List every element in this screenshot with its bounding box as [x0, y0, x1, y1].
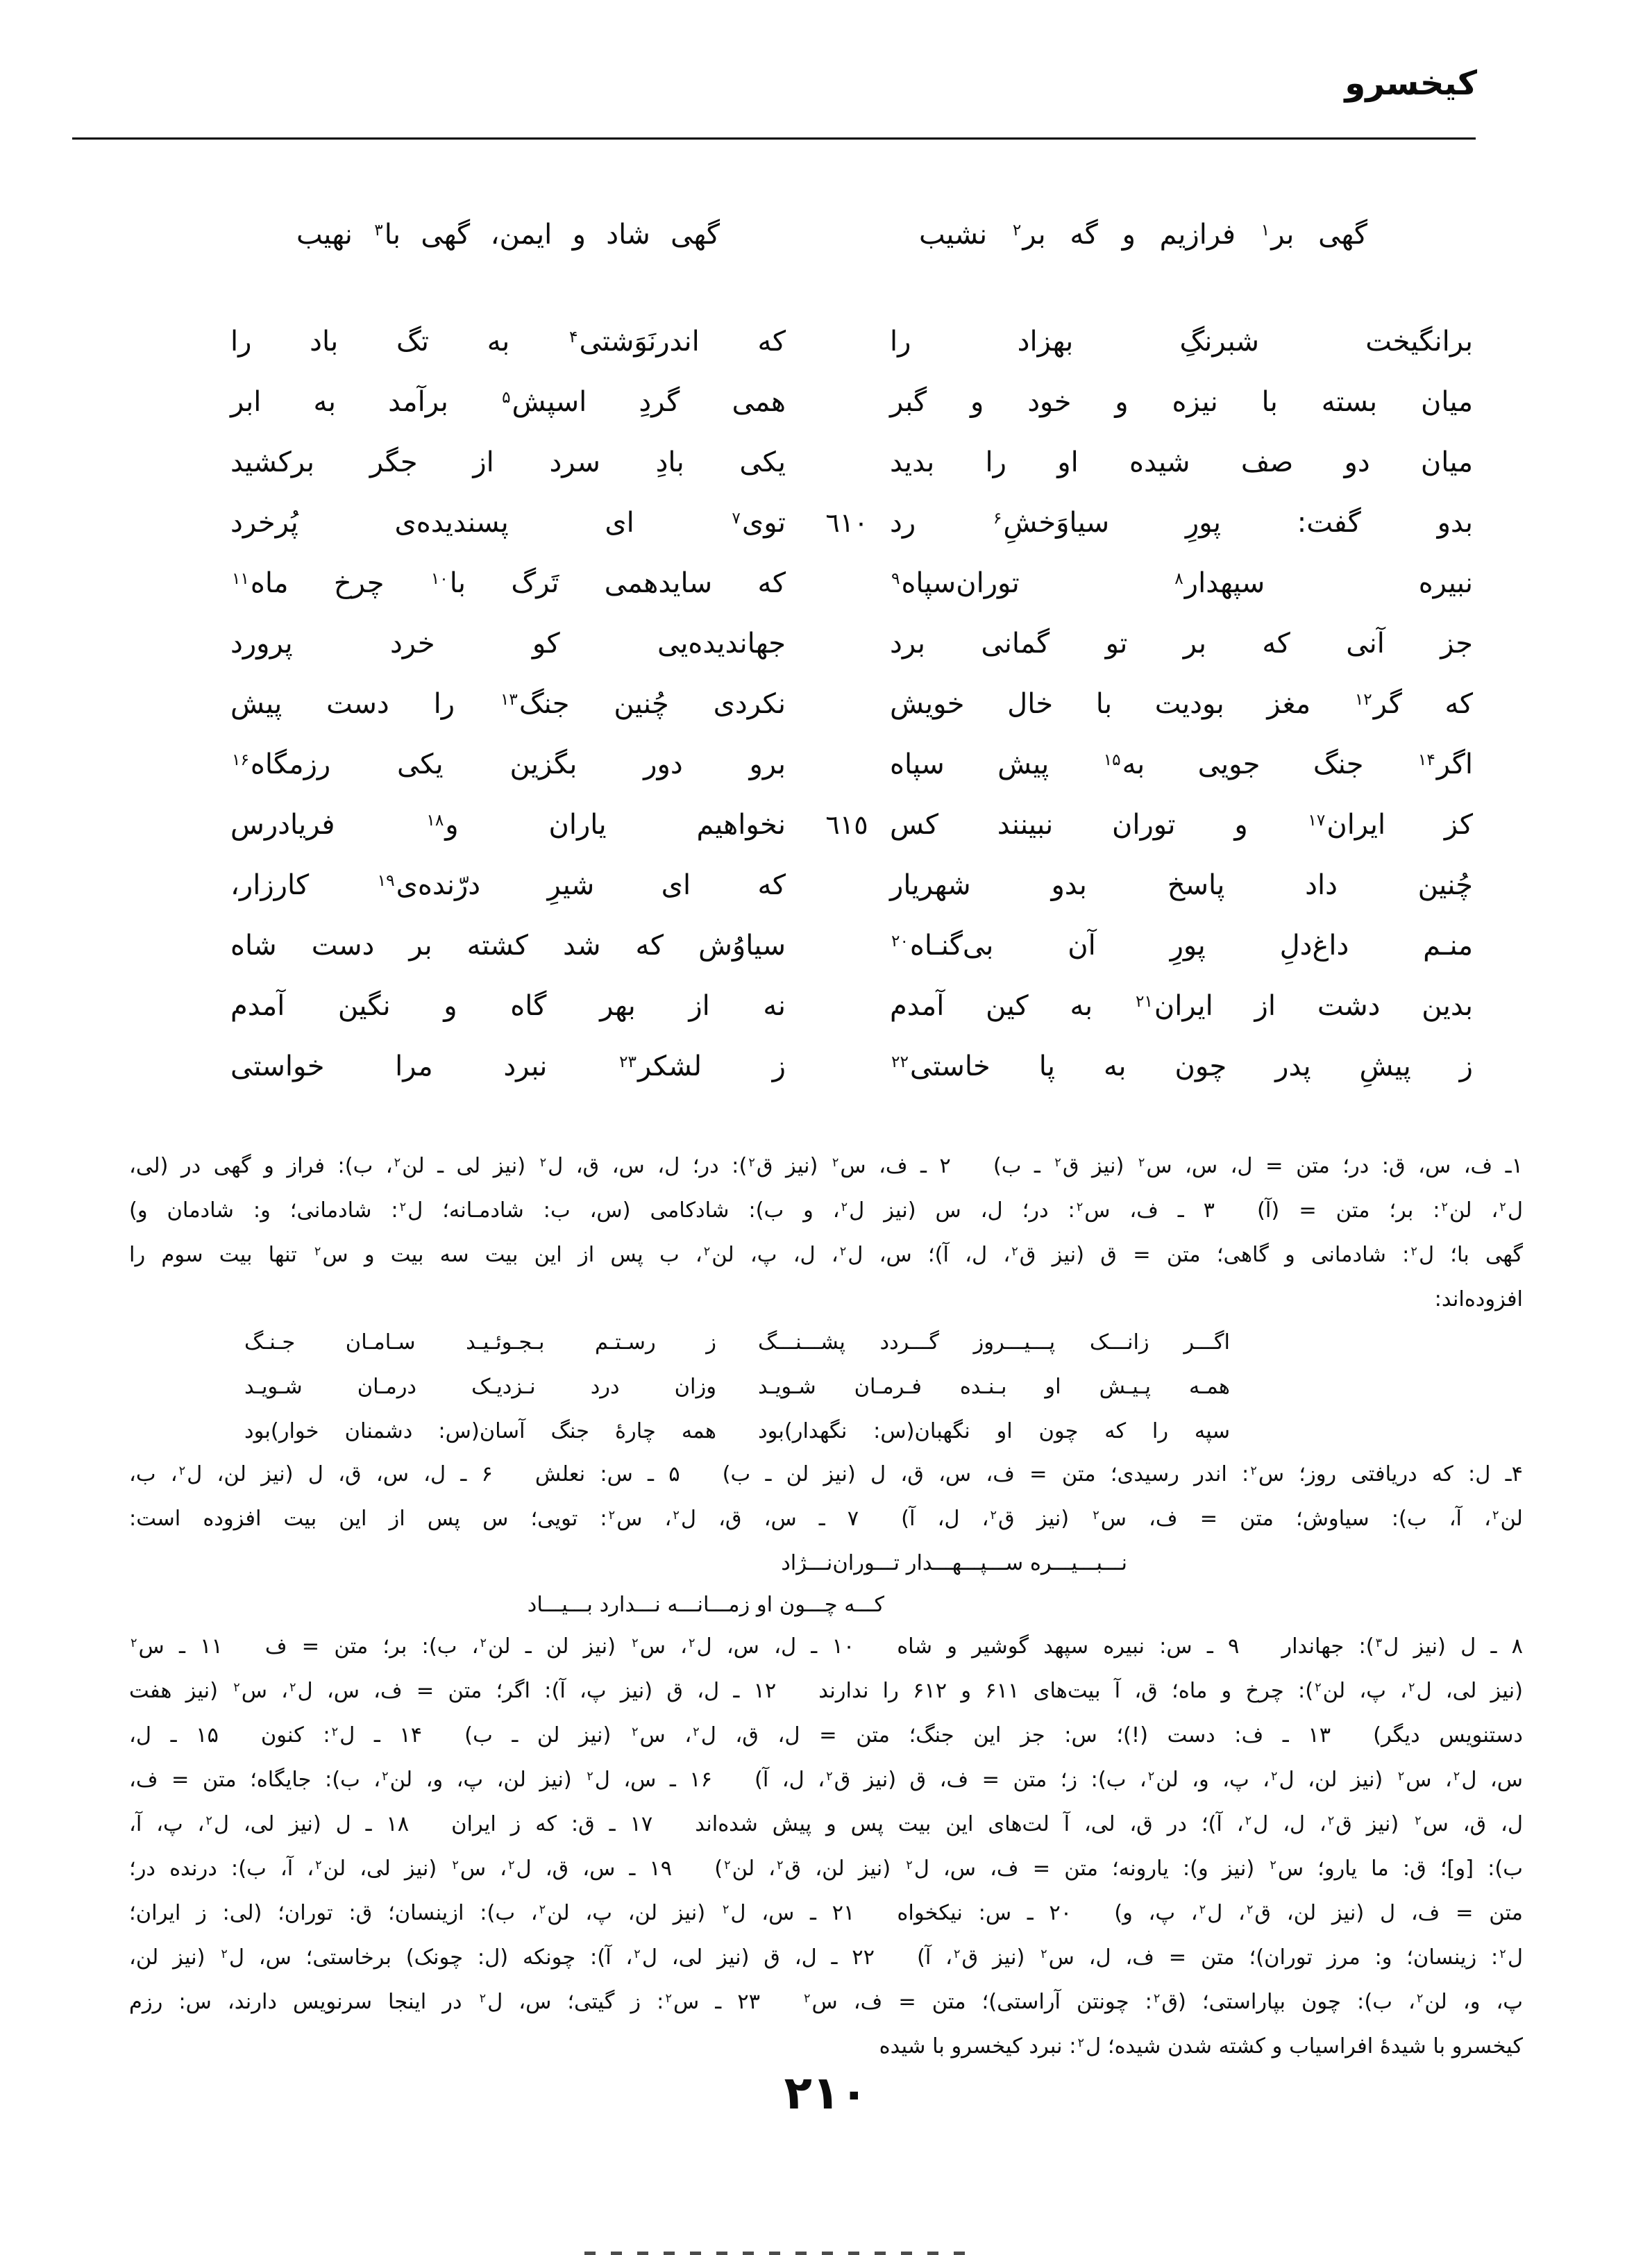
- footnote-marker: ۲: [1408, 1681, 1415, 1695]
- footnote-marker: ۲: [631, 1725, 639, 1740]
- verse-row: [230, 915, 1473, 975]
- footnote-marker: ۲: [1327, 1814, 1335, 1829]
- footnote-marker: ۲: [1012, 221, 1022, 240]
- page-number: ۲۱۰: [784, 2066, 868, 2120]
- apparatus-inserted-hemistich: کـــه چـــون او زمـــانـــه نـــدارد بـــیـــاد: [527, 1593, 884, 1617]
- footnote-marker: ۲: [1315, 1681, 1322, 1695]
- footnote-marker: ۲: [382, 1770, 389, 1784]
- apparatus-couplet: [244, 1365, 1230, 1409]
- apparatus-hemistich-left: ز رسـتـم بـجـوئـیـد سـامـان جـنـگ: [244, 1330, 716, 1355]
- footnote-marker: ۲۲: [891, 1052, 909, 1071]
- running-header-title: کیخسرو: [1345, 64, 1477, 103]
- verse-row: [230, 432, 1473, 492]
- footnote-marker: ۲: [205, 1814, 212, 1829]
- hemistich-right: نبیره سپهدار$^۸$ توران‌سپاه$^۹$: [891, 567, 1474, 599]
- footnote-marker: ۲: [1453, 1770, 1460, 1784]
- footnote-marker: ۲: [688, 1636, 696, 1651]
- apparatus-line: افزوده‌اند:: [1434, 1287, 1523, 1311]
- apparatus-line: لن$^۲$، آ، ب): سیاوش؛ متن = ف، س$^۲$ (نیز ق$^۲$، ل، آ) ۷ ـ س، ق، ل$^۲$، س$^۲$: تویی؛ س پس از این بیت افزوده است:: [129, 1507, 1523, 1531]
- hemistich-left: یکی بادِ سرد از جگر برکشید: [230, 446, 786, 478]
- footnote-marker: ۸: [1174, 569, 1183, 588]
- apparatus-hemistich-left: وزان درد نـزدیـک درمـان شـویـد: [244, 1375, 716, 1399]
- apparatus-line: کیخسرو با شیدهٔ افراسیاب و کشته شدن شیده؛ ل$^۲$: نبرد کیخسرو با شیده: [879, 2034, 1523, 2059]
- footnote-marker: ۲: [673, 1509, 680, 1523]
- footnote-marker: ۲: [1397, 1770, 1405, 1784]
- hemistich-left: جهاندیده‌یی کو خرد پرورد: [230, 627, 786, 660]
- apparatus-line: ل$^۲$: زینسان؛ و: مرز توران)؛ متن = ف، ل، س$^۲$ (نیز ق$^۲$، آ) ۲۲ ـ ل، ق (نیز لی، ل$^۲$، آ): چونکه (ل: چونک) برخاستی؛ س، ل$^۲$ (نیز لن،: [129, 1945, 1523, 1970]
- footnote-marker: ۵: [502, 387, 511, 407]
- footnote-marker: ۲۳: [619, 1052, 637, 1071]
- apparatus-couplet: [244, 1409, 1230, 1454]
- footnote-marker: ۲: [221, 1947, 228, 1962]
- footnote-marker: ۲: [1040, 1947, 1047, 1962]
- footnote-marker: ۲: [703, 1245, 711, 1259]
- footnote-marker: ۲: [507, 1859, 515, 1873]
- scan-edge-artifact: [584, 2252, 977, 2255]
- footnote-marker: ۲: [1441, 1200, 1449, 1215]
- hemistich-right: میان بسته با نیزه و خود و گبر: [890, 385, 1473, 418]
- apparatus-line: دستنویس دیگر) ۱۳ ـ ف: دست (!)؛ س: جز این جنگ؛ متن = ل، ق، ل$^۲$، س$^۲$ (نیز لن ـ ب) ۱۴ ـ ل$^۲$: کنون ۱۵ ـ ل،: [129, 1723, 1523, 1747]
- footnote-marker: ۲: [1093, 1509, 1099, 1523]
- footnote-marker: ۲: [777, 1859, 784, 1873]
- footnote-marker: ۲: [832, 1156, 839, 1171]
- header-rule: [72, 137, 1476, 140]
- hemistich-left: که اندرنَوَشتی$^۴$ به تگ باد را: [230, 325, 786, 358]
- footnote-marker: ۲: [479, 1992, 487, 2006]
- footnote-marker: ۱۲: [1354, 689, 1372, 709]
- verse-row: [230, 553, 1473, 613]
- footnote-marker: ۲: [480, 1636, 487, 1651]
- footnote-marker: ۱۹: [377, 871, 395, 890]
- footnote-marker: ۲: [1153, 1992, 1161, 2006]
- apparatus-line: ب): [و]؛ ق: ما یارو؛ س$^۲$ (نیز و): یارونه؛ متن = ف، س، ل$^۲$ (نیز لن، ق$^۲$، لن$^۲$) ۱۹ ـ س، ق، ل$^۲$، س$^۲$ (نیز لی، لن$^۲$، آ، ب): درنده در؛: [129, 1856, 1524, 1881]
- footnote-marker: ۲: [587, 1770, 593, 1784]
- apparatus-line: ل$^۲$، لن$^۲$: بر؛ متن = (آ) ۳ ـ ف، س$^۲$: در؛ ل، س (نیز ل$^۲$، و ب): شادکامی (س، ب: شادمـانه؛ ل$^۲$: شادمانی؛ و: شادمان و): [129, 1198, 1523, 1223]
- footnote-marker: ۲: [539, 1903, 546, 1918]
- footnote-marker: ۲: [1077, 2036, 1085, 2051]
- footnote-marker: ۲: [722, 1903, 730, 1918]
- footnote-marker: ۲: [1011, 1245, 1018, 1259]
- footnote-marker: ۱۴: [1417, 750, 1435, 769]
- footnote-marker: ۲: [1416, 1992, 1424, 2006]
- hemistich-left: که سایدهمی تَرگ با$^{۱۰}$ چرخ ماه$^{۱۱}$: [232, 567, 786, 599]
- hemistich-left: توی$^۷$ ای پسندیده‌ی پُرخرد: [230, 506, 786, 539]
- footnote-marker: ۲: [1054, 1156, 1061, 1171]
- hemistich-left: سیاوُش که شد کشته بر دست شاه: [230, 929, 786, 962]
- hemistich-left: نخواهیم یاران و$^{۱۸}$ فریادرس: [230, 808, 786, 841]
- footnote-marker: ۱۷: [1308, 810, 1326, 830]
- footnote-marker: ۲: [990, 1509, 997, 1523]
- footnote-marker: ۲: [724, 1859, 731, 1873]
- footnote-marker: ۲: [953, 1947, 961, 1962]
- hemistich-right: چُنین داد پاسخ بدو شهریار: [890, 869, 1473, 901]
- footnote-marker: ۲: [1410, 1245, 1417, 1259]
- footnote-marker: ۲: [539, 1156, 547, 1171]
- footnote-marker: ۲: [608, 1509, 616, 1523]
- footnote-marker: ۲۱: [1135, 991, 1153, 1011]
- hemistich-right: جز آنی که بر تو گمانی برد: [890, 627, 1473, 660]
- hemistich-left: برو دور بگزین یکی رزمگاه$^{۱۶}$: [232, 748, 786, 780]
- apparatus-line: متن = ف، ل (نیز لن، ق$^۲$، ل$^۲$، پ، و) ۲۰ ـ س: نیکخواه ۲۱ ـ س، ل$^۲$ (نیز لن، پ، لن$^۲$، ب): ازینسان؛ ق: توران؛ (لی: ز ایران؛: [129, 1901, 1524, 1925]
- footnote-marker: ۶: [993, 508, 1002, 528]
- footnote-marker: ۲: [1499, 1947, 1506, 1962]
- apparatus-line: پ، و، لن$^۲$، ب): چون بپاراستی؛ (ق$^۲$: چونتن آراستی)؛ متن = ف، س$^۲$ ۲۳ ـ س$^۲$: ز گیتی؛ س، ل$^۲$ در اینجا سرنویس دارند، س: رزم: [129, 1990, 1524, 2014]
- poem: [230, 203, 1473, 1096]
- apparatus-hemistich-right: همـه پـیـش او بـنـده فـرمـان شـویـد: [758, 1375, 1230, 1399]
- hemistich-right: که گر$^{۱۲}$ مغز بودیت با خال خویش: [890, 687, 1473, 720]
- footnote-marker: ۲: [314, 1245, 321, 1259]
- footnote-marker: ۲: [906, 1859, 913, 1873]
- hemistich-left: همی گردِ اسپش$^۵$ برآمد به ابر: [230, 385, 786, 418]
- verse-row: [230, 492, 1473, 553]
- footnote-marker: ۲: [803, 1992, 811, 2006]
- apparatus-line: س، ل$^۲$، س$^۲$ (نیز لن، ل$^۲$، پ، و، لن$^۲$، ب): ز؛ متن = ف، ق (نیز ق$^۲$، ل، آ) ۱۶ ـ س، ل$^۲$ (نیز لن، پ، و، لن$^۲$، ب): جایگاه؛ متن = ف،: [129, 1768, 1523, 1792]
- hemistich-right: گهی بر$^۱$ فرازیم و گه بر$^۲$ نشیب: [919, 219, 1367, 251]
- footnote-marker: ۲: [315, 1859, 322, 1873]
- hemistich-left: ز لشکر$^{۲۳}$ نبرد مرا خواستی: [230, 1050, 786, 1082]
- footnote-marker: ۳: [374, 221, 383, 240]
- footnote-marker: ۲: [1271, 1770, 1278, 1784]
- footnote-marker: ۱: [1261, 221, 1270, 240]
- hemistich-left: گهی شاد و ایمن، گهی با$^۳$ نهیب: [296, 219, 720, 251]
- footnote-marker: ۲: [1246, 1903, 1254, 1918]
- footnote-marker: ۳: [1375, 1636, 1383, 1651]
- apparatus-hemistich-right: سپه را که چون او نگهبان(س: نگهدار)بود: [758, 1419, 1230, 1443]
- footnote-marker: ۲: [748, 1156, 755, 1171]
- footnote-marker: ۲: [1138, 1156, 1145, 1171]
- verse-row: [230, 311, 1473, 371]
- apparatus-inserted-hemistich: نـــبـــیـــره ســـپـــهـــدار تـــوران‌نـــژاد: [781, 1551, 1127, 1575]
- hemistich-right: بدین دشت از ایران$^{۲۱}$ به کین آمدم: [890, 989, 1473, 1022]
- apparatus-line: ل، ق، س$^۲$ (نیز ق$^۲$، ل، ل$^۲$، آ)؛ در ق، لی، آ لت‌های این بیت پس و پیش شده‌اند ۱۷ ـ ق: که ز ایران ۱۸ ـ ل (نیز لی، ل$^۲$، پ، آ،: [129, 1812, 1523, 1836]
- footnote-marker: ۲: [130, 1636, 137, 1651]
- footnote-marker: ۲: [665, 1992, 672, 2006]
- apparatus-line: ۴ـ ل: که دریافتی روز؛ س$^۲$: اندر رسیدی؛ متن = ف، س، ق، ل (نیز لن ـ ب) ۵ ـ س: نعلش ۶ ـ ل، س، ق، ل (نیز لن، ل$^۲$، ب،: [129, 1462, 1523, 1486]
- footnote-marker: ۱۸: [426, 810, 444, 830]
- footnote-marker: ۱۳: [500, 689, 518, 709]
- footnote-marker: ۲: [826, 1770, 833, 1784]
- footnote-marker: ۱۰: [430, 569, 448, 588]
- verse-row: [230, 371, 1473, 432]
- footnote-marker: ۲: [1492, 1509, 1499, 1523]
- footnote-marker: ۱۵: [1103, 750, 1121, 769]
- footnote-marker: ۱۱: [232, 569, 249, 588]
- verse-row: [230, 1036, 1473, 1096]
- footnote-marker: ۲: [233, 1681, 240, 1695]
- hemistich-left: نه از بهر گاه و نگین آمدم: [230, 989, 786, 1022]
- verse-row: [230, 734, 1473, 794]
- verse-row: [230, 203, 1473, 267]
- hemistich-right: برانگیخت شبرنگِ بهزاد را: [890, 325, 1473, 358]
- footnote-marker: ۲: [178, 1464, 186, 1479]
- footnote-marker: ۲: [1147, 1770, 1155, 1784]
- hemistich-right: کز ایران$^{۱۷}$ و توران نبینند کس: [890, 808, 1473, 841]
- apparatus-hemistich-left: همه چارهٔ جنگ آسان(س: دشمنان خوار)بود: [244, 1419, 716, 1443]
- footnote-marker: ۲: [841, 1200, 848, 1215]
- verse-row: [230, 613, 1473, 673]
- footnote-marker: ۲: [1270, 1859, 1276, 1873]
- apparatus-line: ۱ـ ف، س، ق: در؛ متن = ل، س، س$^۲$ (نیز ق$^۲$ ـ ب) ۲ ـ ف، س$^۲$ (نیز ق$^۲$): در؛ ل، س، ق، ل$^۲$ (نیز لی ـ لن$^۲$، ب): فراز و گهی در (لی،: [129, 1154, 1523, 1178]
- hemistich-right: میان دو صف شیده او را بدید: [890, 446, 1473, 478]
- verse-row: [230, 975, 1473, 1036]
- hemistich-right: ز پیشِ پدر چون به پا خاستی$^{۲۲}$: [891, 1050, 1473, 1082]
- verse-number: ٦١٠: [825, 507, 868, 538]
- footnote-marker: ۲: [394, 1156, 401, 1171]
- footnote-marker: ۲: [331, 1725, 339, 1740]
- apparatus-line: (نیز لی، ل$^۲$، پ، لن$^۲$): چرخ و ماه؛ ق، آ بیت‌های ۶۱۱ و ۶۱۲ را ندارند ۱۲ ـ ل، ق (نیز پ، آ): اگر؛ متن = ف، س، ل$^۲$، س$^۲$ (نیز هفت: [129, 1679, 1523, 1703]
- footnote-marker: ۹: [891, 569, 900, 588]
- footnote-marker: ۲: [1415, 1814, 1422, 1829]
- hemistich-right: بدو گفت: پورِ سیاوَخشِ$^۶$ رد: [890, 506, 1474, 539]
- footnote-marker: ۷: [732, 508, 741, 528]
- footnote-marker: ۲: [452, 1859, 459, 1873]
- footnote-marker: ۲۰: [891, 931, 909, 950]
- footnote-marker: ۲: [399, 1200, 407, 1215]
- verse-number: ٦١٥: [825, 809, 868, 840]
- footnote-marker: ۲: [839, 1245, 847, 1259]
- footnote-marker: ۲: [1076, 1200, 1084, 1215]
- footnote-marker: ۲: [634, 1947, 641, 1962]
- hemistich-left: نکردی چُنین جنگ$^{۱۳}$ را دست پیش: [230, 687, 786, 720]
- footnote-marker: ۲: [1199, 1903, 1206, 1918]
- footnote-marker: ۲: [1250, 1464, 1257, 1479]
- apparatus-line: ۸ ـ ل (نیز ل$^۳$): جهاندار ۹ ـ س: نبیره سپهد گوشیر و شاه ۱۰ ـ ل، س، ل$^۲$، س$^۲$ (نیز لن ـ لن$^۲$، ب): بر؛ متن = ف ۱۱ ـ س$^۲$: [130, 1634, 1523, 1659]
- footnote-marker: ۲: [289, 1681, 296, 1695]
- hemistich-right: منـم داغ‌دلِ پورِ آن بی‌گنـاه$^{۲۰}$: [891, 929, 1473, 962]
- apparatus-line: گهی با؛ ل$^۲$: شادمانی و گاهی؛ متن = ق (نیز ق$^۲$، ل، آ)؛ س، ل$^۲$، ل، پ، لن$^۲$، ب پس از این بیت سه بیت و س$^۲$ تنها بیت سوم را: [129, 1243, 1523, 1267]
- hemistich-left: که ای شیرِ درّنده‌ی$^{۱۹}$ کارزار،: [230, 869, 786, 901]
- footnote-marker: ۲: [693, 1725, 700, 1740]
- verse-row: [230, 855, 1473, 915]
- footnote-marker: ۴: [569, 327, 578, 346]
- footnote-marker: ۲: [1499, 1200, 1506, 1215]
- hemistich-right: اگر$^{۱۴}$ جنگ جویی به$^{۱۵}$ پیش سپاه: [890, 748, 1474, 780]
- verse-row: [230, 794, 1473, 855]
- footnote-marker: ۲: [1245, 1814, 1252, 1829]
- footnote-marker: ۱۶: [232, 750, 249, 769]
- footnote-marker: ۲: [632, 1636, 639, 1651]
- apparatus: [129, 1146, 1523, 2070]
- verse-row: [230, 673, 1473, 734]
- apparatus-hemistich-right: اگـــر زانـــک پـــیـــروز گـــردد پشـــنـــگ: [758, 1330, 1230, 1355]
- apparatus-couplet: [244, 1321, 1230, 1365]
